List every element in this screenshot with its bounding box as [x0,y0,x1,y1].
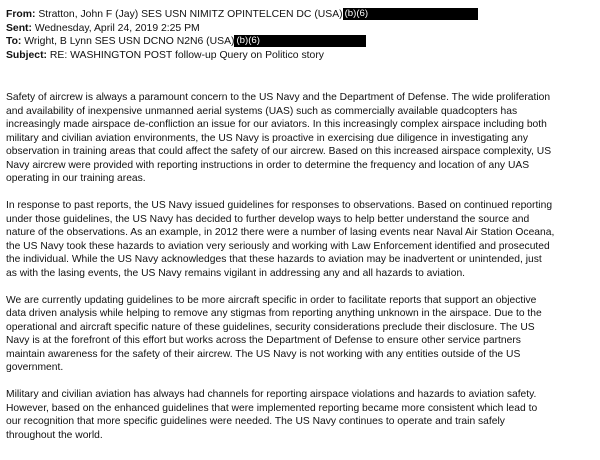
from-label: From: [6,9,36,20]
from-redaction-tag: (b)(6) [344,8,369,19]
paragraph-1 [6,91,594,186]
paragraph-3 [6,294,594,375]
paragraph-line: under those guidelines, the US Navy has decided to further develop ways to help better understand the source and [6,213,530,225]
paragraph-line: increasingly made airspace de-confliction an issue for our aviators. In this increasingly complex airspace including both [6,119,547,130]
paragraph-4 [6,388,594,442]
from-value: Stratton, John F (Jay) SES USN NIMITZ OPINTELCEN DC (USA) [38,9,343,20]
paragraph-line: Navy aircrew were provided with reporting instructions in order to determine the frequency and location of any UAS [6,159,530,171]
email-header [6,8,594,62]
paragraph-2 [6,199,594,280]
paragraph-line: government. [6,362,64,373]
paragraph-line: However, based on the enhanced guidelines that were implemented reporting became more consistent which lead to [6,402,538,414]
subject-value: RE: WASHINGTON POST follow-up Query on Politico story [49,49,324,61]
paragraph-line: data driven analysis while helping to remove any stigmas from reporting anything unknown in the airspace. Due to the [6,308,542,319]
sent-row [6,22,594,36]
paragraph-line: Military and civilian aviation has always had channels for reporting airspace violations and hazards to aviation safety. [6,389,537,400]
paragraph-line: operating in our training areas. [6,173,146,184]
from-row [6,8,594,22]
to-redaction-block [262,35,366,47]
from-redaction-block [370,8,478,20]
paragraph-line: nature of the observations. As an example, in 2012 there were a number of lasing events near Naval Air Station Oceana, [6,227,555,238]
paragraph-line: the individual. While the US Navy acknowledges that these hazards to aviation may be inadvertent or unintended, just [6,254,542,265]
subject-label: Subject: [6,49,47,61]
subject-row [6,49,594,63]
paragraph-line: as with the lasing events, the US Navy remains vigilant in addressing any and all hazards to aviation. [6,267,466,279]
paragraph-line: Safety of aircrew is always a paramount concern to the US Navy and the Department of Defense. The wide proliferation [6,92,551,103]
paragraph-line: Navy is at the forefront of this effort but works across the Department of Defense to ensure other service partners [6,335,521,346]
paragraph-line: maintain awareness for the safety of their aircrew. The US Navy is not working with any entities outside of the US [6,348,521,360]
paragraph-line: observation in training areas that could affect the safety of our aircrew. Based on this increased airspace complexity, US [6,146,552,157]
paragraph-line: our recognition that more specific guidelines were needed. The US Navy continues to operate and train safely [6,416,505,427]
paragraph-line: In response to past reports, the US Navy issued guidelines for responses to observations. Based on continued reporting [6,200,553,211]
paragraph-line: throughout the world. [6,429,103,441]
paragraph-line: the US Navy took these hazards to aviation very seriously and working with Law Enforcement identified and prosecuted [6,240,550,252]
paragraph-line: military and civilian aviation environments, the US Navy is proactive in exercising due diligence in investigating any [6,132,528,144]
paragraph-line: operational and aircraft specific nature of these guidelines, security considerations preclude their disclosure. The US [6,321,535,333]
sent-label: Sent: [6,22,32,34]
to-row [6,35,594,49]
sent-value: Wednesday, April 24, 2019 2:25 PM [34,22,200,34]
to-redaction-tag: (b)(6) [236,35,260,46]
paragraph-line: and availability of inexpensive unmanned aerial systems (UAS) such as commercially available quadcopters has [6,105,518,117]
to-value: Wright, B Lynn SES USN DCNO N2N6 (USA) [24,36,235,47]
paragraph-line: We are currently updating guidelines to be more aircraft specific in order to facilitate reports that support an objective [6,294,537,306]
to-label: To: [6,36,22,47]
email-body [6,91,594,456]
